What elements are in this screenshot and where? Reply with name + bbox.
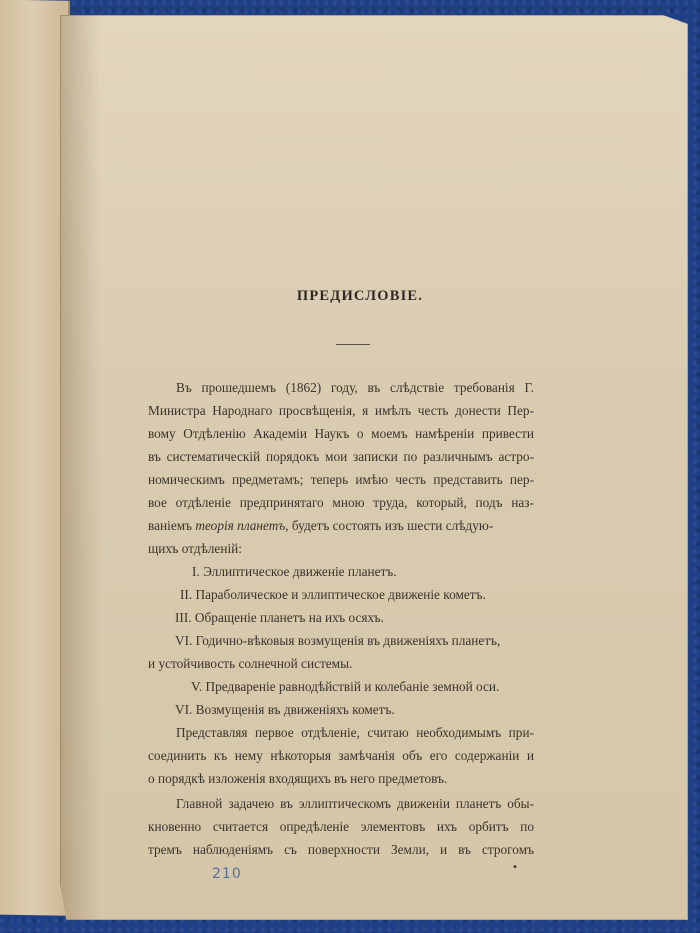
list-item: и устойчивость солнечной системы. <box>148 656 353 671</box>
text-fragment: будетъ состоять изъ шести слѣдую- <box>291 518 494 533</box>
page-title: ПРЕДИСЛОВІЕ. <box>296 288 424 304</box>
text-line: номическимъ предметамъ; теперь имѣю честь представить пер- <box>148 472 534 487</box>
list-item: V. Предвареніе равнодѣйствій и колебаніе земной оси. <box>191 679 500 694</box>
list-item: VI. Годично-вѣковыя возмущенія въ движеніяхъ планетъ, <box>175 633 501 648</box>
text-line <box>148 518 493 534</box>
text-line: тремъ наблюденіямъ съ поверхности Земли, и въ строгомъ <box>148 842 534 857</box>
text-line: вому Отдѣленію Академіи Наукъ о моемъ намѣреніи привести <box>148 426 534 441</box>
text-line: Въ прошедшемъ (1862) году, въ слѣдствіе требованія Г. <box>176 380 534 395</box>
list-item: I. Эллиптическое движеніе планетъ. <box>192 564 397 579</box>
text-line: Министра Народнаго просвѣщенія, я имѣлъ честь донести Пер- <box>148 403 534 418</box>
list-item: II. Параболическое и эллиптическое движеніе кометъ. <box>180 587 486 602</box>
text-fragment: ваніемъ <box>148 518 193 533</box>
text-line: Главной задачею въ эллиптическомъ движеніи планетъ обы- <box>176 796 534 811</box>
text-line: въ систематическій порядокъ мои записки по различнымъ астро- <box>148 449 534 464</box>
list-item: VI. Возмущенія въ движеніяхъ кометъ. <box>175 702 395 717</box>
text-line: Представляя первое отдѣленіе, считаю необходимымъ при- <box>176 725 534 740</box>
italic-term: теорія планетъ, <box>195 518 289 533</box>
text-line: щихъ отдѣленій: <box>148 541 242 556</box>
text-line: о порядкѣ изложенія входящихъ въ него предметовъ. <box>148 771 448 786</box>
left-page-edge <box>0 0 70 916</box>
handwritten-note: 210 <box>212 866 242 882</box>
list-item: III. Обращеніе планетъ на ихъ осяхъ. <box>175 610 384 625</box>
title-divider <box>336 344 370 345</box>
text-line: вое отдѣленіе предпринятаго мною труда, который, подъ наз- <box>148 495 534 510</box>
text-line: соединить къ нему нѣкоторыя замѣчанія объ его содержаніи и <box>148 748 534 763</box>
text-line: кновенно считается опредѣленіе элементовъ ихъ орбитъ по <box>148 819 534 834</box>
footer-mark: • <box>512 862 518 873</box>
